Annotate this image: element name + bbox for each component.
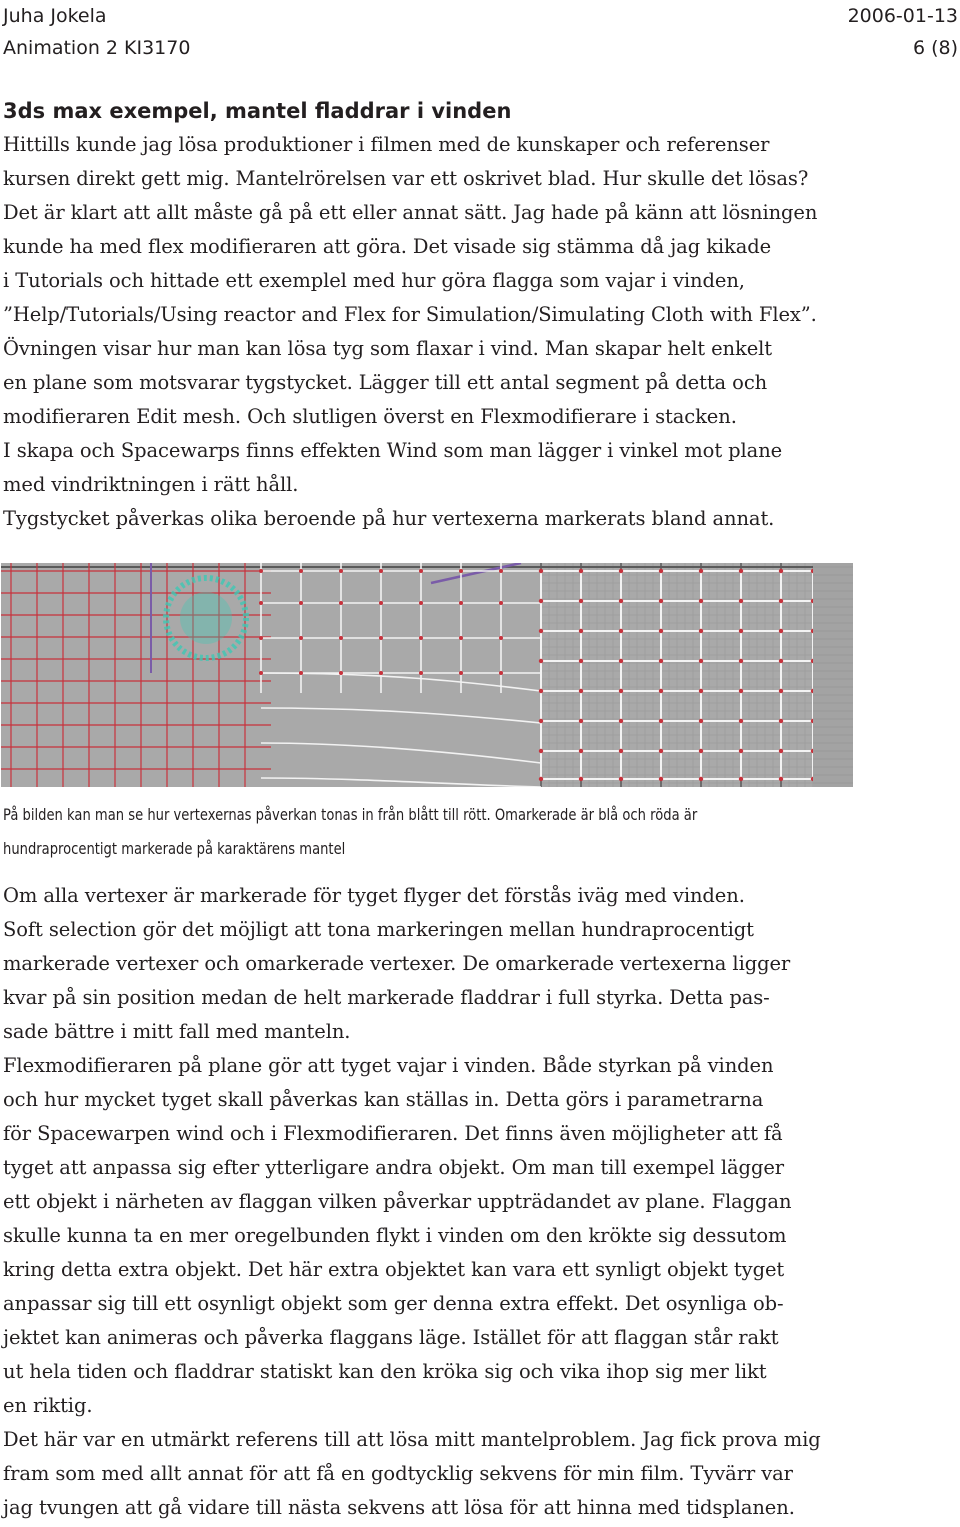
vertex-dot [659, 749, 663, 753]
vertex-dot [539, 749, 543, 753]
vertex-dot [299, 636, 303, 640]
grid-mesh-figure [1, 563, 853, 787]
soft-selection-core [180, 592, 232, 644]
vertex-dot [739, 749, 743, 753]
text-line: och hur mycket tyget skall påverkas kan ställas in. Detta görs i parametrarna [3, 1088, 764, 1111]
vertex-dot [379, 671, 383, 675]
vertex-dot [619, 629, 623, 633]
vertex-dot [499, 569, 503, 573]
vertex-dot [579, 599, 583, 603]
paragraph-intro [3, 128, 951, 536]
text-line: Övningen visar hur man kan lösa tyg som flaxar i vind. Man skapar helt enkelt [3, 337, 773, 360]
vertex-dot [539, 659, 543, 663]
text-line: jag tvungen att gå vidare till nästa sekvens att lösa för att hinna med tidsplanen. [3, 1496, 795, 1519]
vertex-dot [539, 569, 543, 573]
bending-mesh-line [261, 778, 541, 787]
text-line: en plane som motsvarar tygstycket. Lägger till ett antal segment på detta och [3, 371, 768, 394]
vertex-dot [379, 569, 383, 573]
vertex-dot [739, 599, 743, 603]
vertex-dot [579, 749, 583, 753]
bending-mesh-line [261, 708, 541, 723]
vertex-dot [539, 719, 543, 723]
course-name: Animation 2 KI3170 [3, 37, 191, 59]
vertex-dot [419, 671, 423, 675]
vertex-dot [779, 719, 783, 723]
text-line: i Tutorials och hittade ett exemplel med hur göra flagga som vajar i vinden, [3, 269, 745, 292]
text-line: Tygstycket påverkas olika beroende på hur vertexerna markerats bland annat. [3, 507, 775, 530]
caption-line: På bilden kan man se hur vertexernas påverkan tonas in från blått till rött. Omarkerade är blå och röda är [3, 805, 698, 824]
text-line: Det är klart att allt måste gå på ett eller annat sätt. Jag hade på känn att lösningen [3, 201, 818, 224]
document-date: 2006-01-13 [847, 5, 958, 27]
vertex-dot [339, 636, 343, 640]
right-margin-band [813, 563, 853, 787]
vertex-dot [779, 777, 783, 781]
vertex-dot [579, 629, 583, 633]
vertex-dot [579, 777, 583, 781]
vertex-dot [259, 569, 263, 573]
text-line: sade bättre i mitt fall med manteln. [3, 1020, 351, 1043]
header-row-top [3, 0, 958, 32]
text-line: anpassar sig till ett osynligt objekt som ger denna extra effekt. Det osynliga ob- [3, 1292, 784, 1315]
vertex-dot [539, 689, 543, 693]
vertex-dot [779, 659, 783, 663]
text-line: Hittills kunde jag lösa produktioner i filmen med de kunskaper och referenser [3, 133, 770, 156]
vertex-dot [619, 719, 623, 723]
bending-mesh-line [261, 673, 541, 691]
vertex-dot [699, 599, 703, 603]
text-line: jektet kan animeras och påverka flaggans läge. Istället för att flaggan står rakt [3, 1326, 779, 1349]
vertex-dot [459, 636, 463, 640]
caption-line: hundraprocentigt markerade på karaktärens mantel [3, 839, 346, 858]
vertex-dot [299, 569, 303, 573]
text-line: markerade vertexer och omarkerade vertexer. De omarkerade vertexerna ligger [3, 952, 791, 975]
text-line: Soft selection gör det möjligt att tona markeringen mellan hundraprocentigt [3, 918, 754, 941]
vertex-dot [659, 689, 663, 693]
author-name: Juha Jokela [3, 5, 107, 27]
vertex-dot [339, 601, 343, 605]
vertex-dot [739, 777, 743, 781]
vertex-dot [779, 689, 783, 693]
vertex-dot [259, 601, 263, 605]
vertex-dot [739, 659, 743, 663]
section-title: 3ds max exempel, mantel fladdrar i vinden [3, 99, 512, 123]
vertex-dot [579, 689, 583, 693]
vertex-dot [739, 569, 743, 573]
vertex-dot [339, 671, 343, 675]
vertex-dot [579, 569, 583, 573]
vertex-dot [699, 777, 703, 781]
vertex-dot [499, 601, 503, 605]
text-line: tyget att anpassa sig efter ytterligare andra objekt. Om man till exempel lägger [3, 1156, 784, 1179]
vertex-dot [699, 749, 703, 753]
vertex-dot [299, 671, 303, 675]
vertex-dot [699, 719, 703, 723]
vertex-dot [419, 569, 423, 573]
vertex-dot [659, 659, 663, 663]
text-line: Det här var en utmärkt referens till att lösa mitt mantelproblem. Jag fick prova mig [3, 1428, 821, 1451]
vertex-dot [459, 569, 463, 573]
text-line: för Spacewarpen wind och i Flexmodifieraren. Det finns även möjligheter att få [3, 1122, 783, 1145]
vertex-dot [699, 659, 703, 663]
vertex-dot [699, 569, 703, 573]
vertex-dot [619, 777, 623, 781]
vertex-dot [739, 719, 743, 723]
text-line: Flexmodifieraren på plane gör att tyget vajar i vinden. Både styrkan på vinden [3, 1054, 774, 1077]
vertex-dot [539, 629, 543, 633]
text-line: ”Help/Tutorials/Using reactor and Flex for Simulation/Simulating Cloth with Flex”. [3, 303, 817, 326]
vertex-dot [339, 569, 343, 573]
vertex-dot [659, 629, 663, 633]
vertex-dot [539, 777, 543, 781]
text-line: kvar på sin position medan de helt markerade fladdrar i full styrka. Detta pas- [3, 986, 770, 1009]
vertex-dot [659, 719, 663, 723]
bending-mesh-line [261, 743, 541, 763]
text-line: ett objekt i närheten av flaggan vilken påverkar uppträdandet av plane. Flaggan [3, 1190, 792, 1213]
text-line: med vindriktningen i rätt håll. [3, 473, 299, 496]
text-line: kring detta extra objekt. Det här extra objektet kan vara ett synligt objekt tyget [3, 1258, 785, 1281]
flex-grid-viewport-image [1, 563, 853, 787]
vertex-dot [499, 636, 503, 640]
vertex-dot [659, 777, 663, 781]
vertex-dot [379, 601, 383, 605]
vertex-dot [779, 599, 783, 603]
vertex-dot [619, 599, 623, 603]
vertex-dot [419, 636, 423, 640]
vertex-dot [699, 689, 703, 693]
text-line: fram som med allt annat för att få en godtycklig sekvens för min film. Tyvärr var [3, 1462, 793, 1485]
vertex-dot [579, 719, 583, 723]
vertex-dot [619, 689, 623, 693]
vertex-dot [619, 749, 623, 753]
text-line: I skapa och Spacewarps finns effekten Wind som man lägger i vinkel mot plane [3, 439, 783, 462]
vertex-dot [699, 629, 703, 633]
vertex-dot [739, 689, 743, 693]
vertex-dot [499, 671, 503, 675]
vertex-dot [659, 569, 663, 573]
vertex-dot [579, 659, 583, 663]
vertex-dot [779, 569, 783, 573]
page-header [3, 0, 958, 64]
vertex-dot [459, 601, 463, 605]
vertex-dot [259, 671, 263, 675]
page-number: 6 (8) [912, 37, 958, 59]
text-line: kunde ha med flex modifieraren att göra. Det visade sig stämma då jag kikade [3, 235, 772, 258]
vertex-dot [259, 636, 263, 640]
vertex-dot [539, 599, 543, 603]
text-line: Om alla vertexer är markerade för tyget flyger det förstås iväg med vinden. [3, 884, 745, 907]
header-row-bottom [3, 32, 958, 64]
figure-caption [3, 798, 954, 866]
vertex-dot [419, 601, 423, 605]
vertex-dot [779, 629, 783, 633]
text-line: modifieraren Edit mesh. Och slutligen överst en Flexmodifierare i stacken. [3, 405, 737, 428]
vertex-dot [459, 671, 463, 675]
text-line: skulle kunna ta en mer oregelbunden flykt i vinden om den krökte sig dessutom [3, 1224, 787, 1247]
paragraph-soft-selection [3, 879, 951, 1525]
vertex-dot [619, 659, 623, 663]
vertex-dot [779, 749, 783, 753]
vertex-dot [659, 599, 663, 603]
text-line: kursen direkt gett mig. Mantelrörelsen var ett oskrivet blad. Hur skulle det lösas? [3, 167, 809, 190]
vertex-dot [619, 569, 623, 573]
vertex-dot [739, 629, 743, 633]
text-line: en riktig. [3, 1394, 93, 1417]
vertex-dot [299, 601, 303, 605]
text-line: ut hela tiden och fladdrar statiskt kan den kröka sig och vika ihop sig mer likt [3, 1360, 767, 1383]
vertex-dot [379, 636, 383, 640]
